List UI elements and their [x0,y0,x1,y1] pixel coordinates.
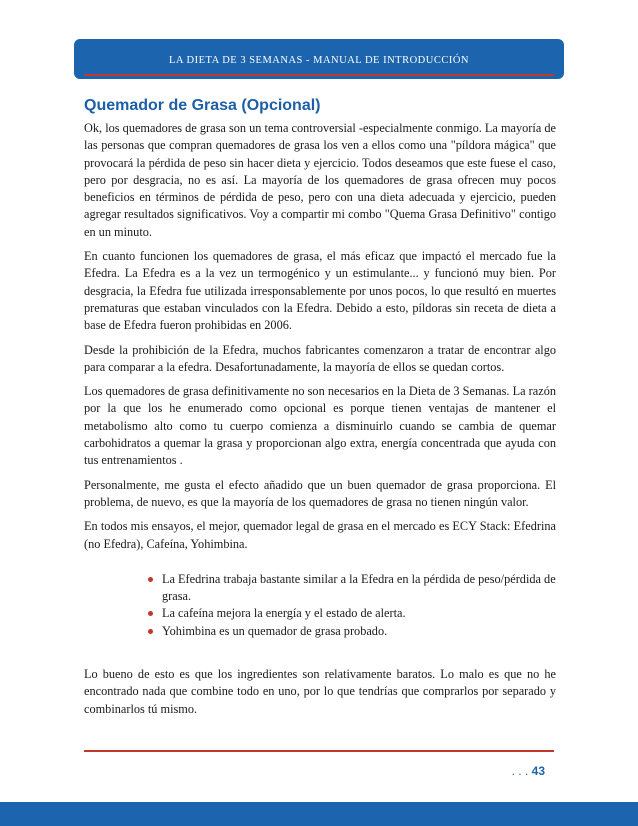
bullet-icon [148,577,153,582]
page-number [512,764,545,778]
paragraph: En cuanto funcionen los quemadores de grasa, el más eficaz que impactó el mercado fue la Efedra. La Efedra es a la vez un termogénico y un estimulante... y funcionó muy bien. Por desgracia, la Efedra fue utilizada irresponsablemente por unos pocos, lo que resultó en muertes prematuras que estaban vinculados con la Efedra. Debido a esto, píldoras sin receta de dieta a base de Efedra fueron prohibidas en 2006. [84,249,556,333]
bottom-band [0,802,638,826]
list-item [148,623,556,640]
paragraph: Lo bueno de esto es que los ingredientes son relativamente baratos. Lo malo es que no he encontrado nada que combine todo en uno, por lo que tendrías que comprarlos por separado y combinarlos tú mismo. [84,667,556,716]
list-item [148,571,556,606]
section-title: Quemador de Grasa (Opcional) [84,97,321,114]
header-divider [84,74,554,76]
list-item-text: La cafeína mejora la energía y el estado de alerta. [162,606,406,621]
bullet-icon [148,629,153,634]
header-bar [74,39,564,79]
paragraph: Los quemadores de grasa definitivamente no son necesarios en la Dieta de 3 Semanas. La razón por la que los he enumerado como opcional es porque tienen ventajas de mantener el metabolismo alto como tu cuerpo comienza a disminuirlo cuando se cambia de quemar carbohidratos a quemar la grasa y proporcionan algo extra, energía concentrada que ayuda con tus entrenamientos . [84,384,556,468]
page-number-value: 43 [531,764,545,778]
footer-divider [84,750,554,752]
paragraph: Personalmente, me gusta el efecto añadido que un buen quemador de grasa proporciona. El problema, de nuevo, es que la mayoría de los quemadores de grasa no tienen ningún valor. [84,477,556,509]
page-number-dots: . . . [511,764,529,778]
list-item [148,605,556,622]
list-item-text: La Efedrina trabaja bastante similar a la Efedra en la pérdida de peso/pérdida de grasa. [162,571,556,604]
paragraph: Ok, los quemadores de grasa son un tema controversial -especialmente conmigo. La mayoría de las personas que compran quemadores de grasa los ven a ellos como una "píldora mágica" que provocará la pérdida de peso sin hacer dieta y ejercicio. Todos deseamos que este fuese el caso, pero por desgracia, no es así. La mayoría de los quemadores de grasa ofrecen muy pocos beneficios en términos de pérdida de peso, pero con una dieta adecuada y ejercicio, pueden agregar resultados significativos. Voy a compartir mi combo "Quema Grasa Definitivo" contigo en un minuto. [84,121,556,239]
bullet-list [84,571,556,640]
header-title: LA DIETA DE 3 SEMANAS - MANUAL DE INTRODUCCIÓN [168,55,469,66]
page-content [84,120,556,725]
paragraph: En todos mis ensayos, el mejor, quemador legal de grasa en el mercado es ECY Stack: Efedrina (no Efedra), Cafeína, Yohimbina. [84,519,556,551]
bullet-icon [148,611,153,616]
list-item-text: Yohimbina es un quemador de grasa probado. [162,623,388,638]
paragraph: Desde la prohibición de la Efedra, muchos fabricantes comenzaron a tratar de encontrar algo para comparar a la efedra. Desafortunadamente, la mayoría de ellos se quedan cortos. [84,342,556,374]
